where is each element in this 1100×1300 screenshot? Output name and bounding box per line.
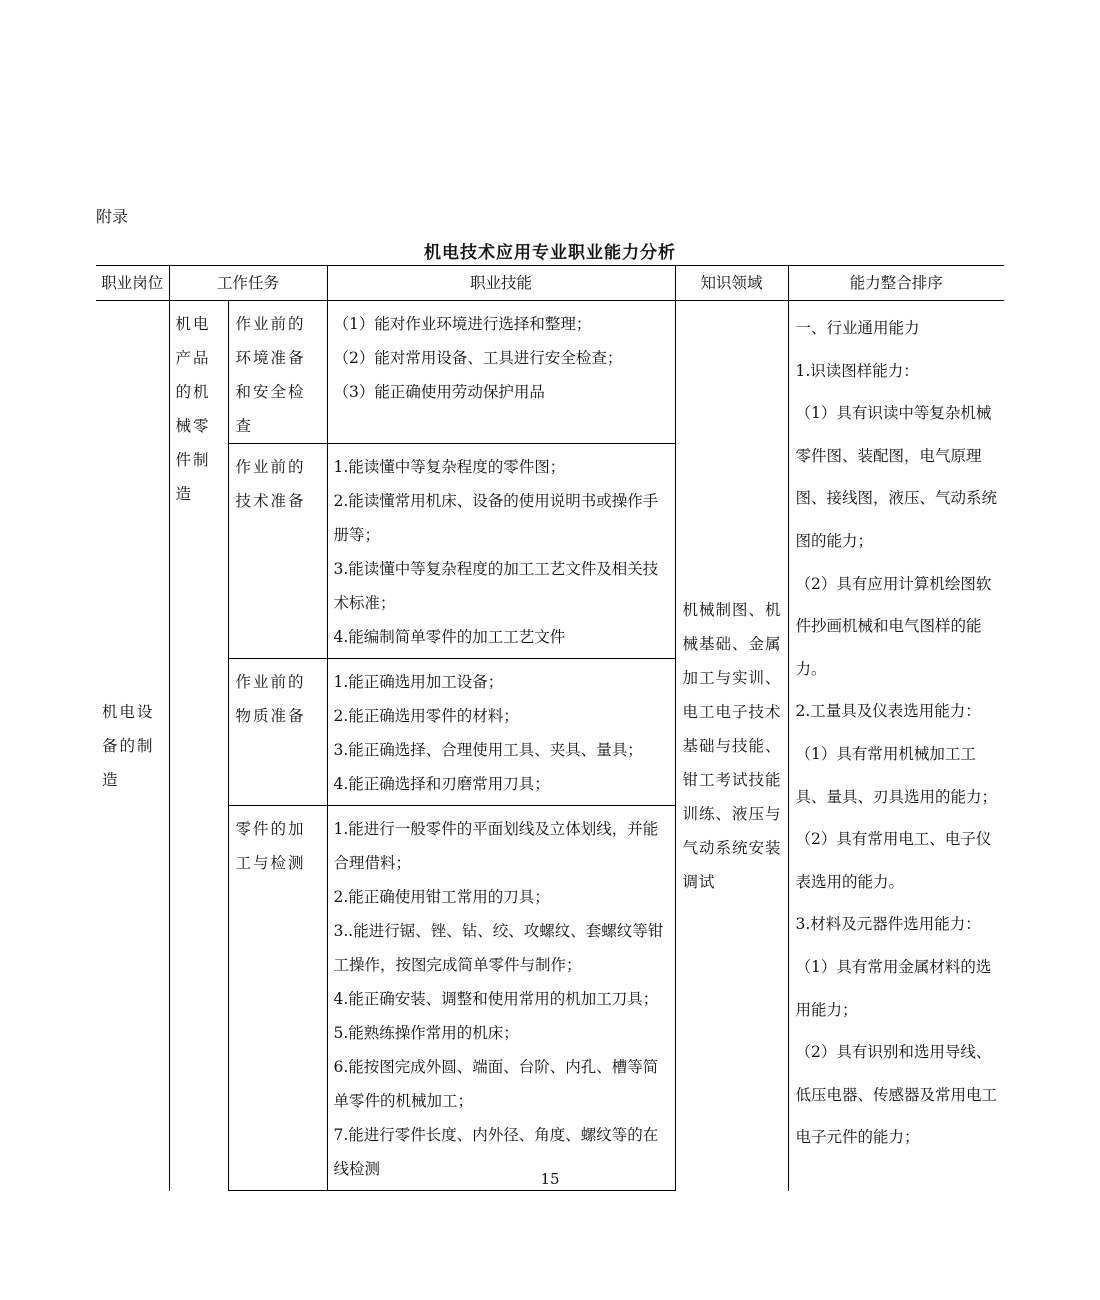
skill-item: （2）能对常用设备、工具进行安全检查； (333, 349, 623, 367)
skill-item: （1）能对作业环境进行选择和整理； (333, 315, 592, 333)
ability-item: （1）具有常用机械加工工具、量具、刃具选用的能力；（2）具有常用电工、电子仪表选用的能力。 (795, 744, 998, 891)
skill-item: 4.能正确安装、调整和使用常用的机加工刀具； (333, 990, 659, 1008)
skill-item: 3..能进行锯、锉、钻、绞、攻螺纹、套螺纹等钳工操作，按图完成简单零件与制作； (333, 922, 664, 974)
skill-item: 1.能读懂中等复杂程度的零件图； (333, 458, 566, 476)
skill-item: 2.能正确使用钳工常用的刀具； (333, 888, 550, 906)
skill-item: 5.能熟练操作常用的机床； (333, 1024, 519, 1042)
subtask-name: 零件的加工与检测 (228, 806, 327, 1191)
skill-item: 4.能编制简单零件的加工工艺文件 (333, 628, 566, 646)
skill-item: 6.能按图完成外圆、端面、台阶、内孔、槽等简单零件的机械加工； (333, 1058, 659, 1110)
header-ability: 能力整合排序 (788, 266, 1004, 301)
task-group-cell: 机电产品的机械零件制造 (169, 301, 228, 1191)
ability-cell (788, 301, 1004, 1191)
ability-item: 2.工量具及仪表选用能力： (795, 702, 981, 721)
skill-item: 1.能进行一般零件的平面划线及立体划线，并能合理借料； (333, 820, 659, 872)
skill-item: 7.能进行零件长度、内外径、角度、螺纹等的在线检测 (333, 1126, 659, 1178)
skill-list (327, 659, 675, 806)
ability-item: 一、行业通用能力 (795, 319, 920, 337)
ability-item: 1.识读图样能力： (795, 361, 919, 380)
table-header-row (96, 266, 1004, 301)
knowledge-cell: 机械制图、机械基础、金属加工与实训、电工电子技术基础与技能、钳工考试技能训练、液压与气动系统安装调试 (675, 301, 788, 1191)
skill-item: 3.能正确选择、合理使用工具、夹具、量具； (333, 741, 643, 759)
skill-item: 1.能正确选用加工设备； (333, 673, 504, 691)
skill-list (327, 301, 675, 444)
skill-list (327, 806, 675, 1191)
ability-item: （1）具有识读中等复杂机械零件图、装配图，电气原理图、接线图，液压、气动系统图的能力； (795, 404, 998, 550)
competency-table (96, 265, 1004, 1191)
ability-item: （1）具有常用金属材料的选用能力； (795, 957, 992, 1019)
ability-item: 3.材料及元器件选用能力： (795, 915, 981, 934)
appendix-label: 附录 (96, 207, 129, 226)
skill-item: 3.能读懂中等复杂程度的加工工艺文件及相关技术标准； (333, 560, 659, 612)
header-task: 工作任务 (169, 266, 327, 301)
page-number: 15 (540, 1170, 560, 1188)
table-row (96, 301, 1004, 444)
skill-item: 4.能正确选择和刃磨常用刀具； (333, 775, 550, 793)
skill-item: 2.能读懂常用机床、设备的使用说明书或操作手册等； (333, 492, 659, 544)
skill-item: （3）能正确使用劳动保护用品 (333, 383, 545, 401)
skill-list (327, 444, 675, 659)
subtask-name: 作业前的技术准备 (228, 444, 327, 659)
subtask-name: 作业前的环境准备和安全检查 (228, 301, 327, 444)
ability-item: （2）具有识别和选用导线、低压电器、传感器及常用电工电子元件的能力； (795, 1043, 998, 1147)
ability-item: （2）具有应用计算机绘图软件抄画机械和电气图样的能力。 (795, 574, 992, 678)
header-post: 职业岗位 (96, 266, 169, 301)
page-title: 机电技术应用专业职业能力分析 (424, 243, 676, 263)
subtask-name: 作业前的物质准备 (228, 659, 327, 806)
header-knowledge: 知识领域 (675, 266, 788, 301)
header-skill: 职业技能 (327, 266, 675, 301)
post-cell: 机电设备的制造 (102, 702, 155, 789)
skill-item: 2.能正确选用零件的材料； (333, 707, 519, 725)
